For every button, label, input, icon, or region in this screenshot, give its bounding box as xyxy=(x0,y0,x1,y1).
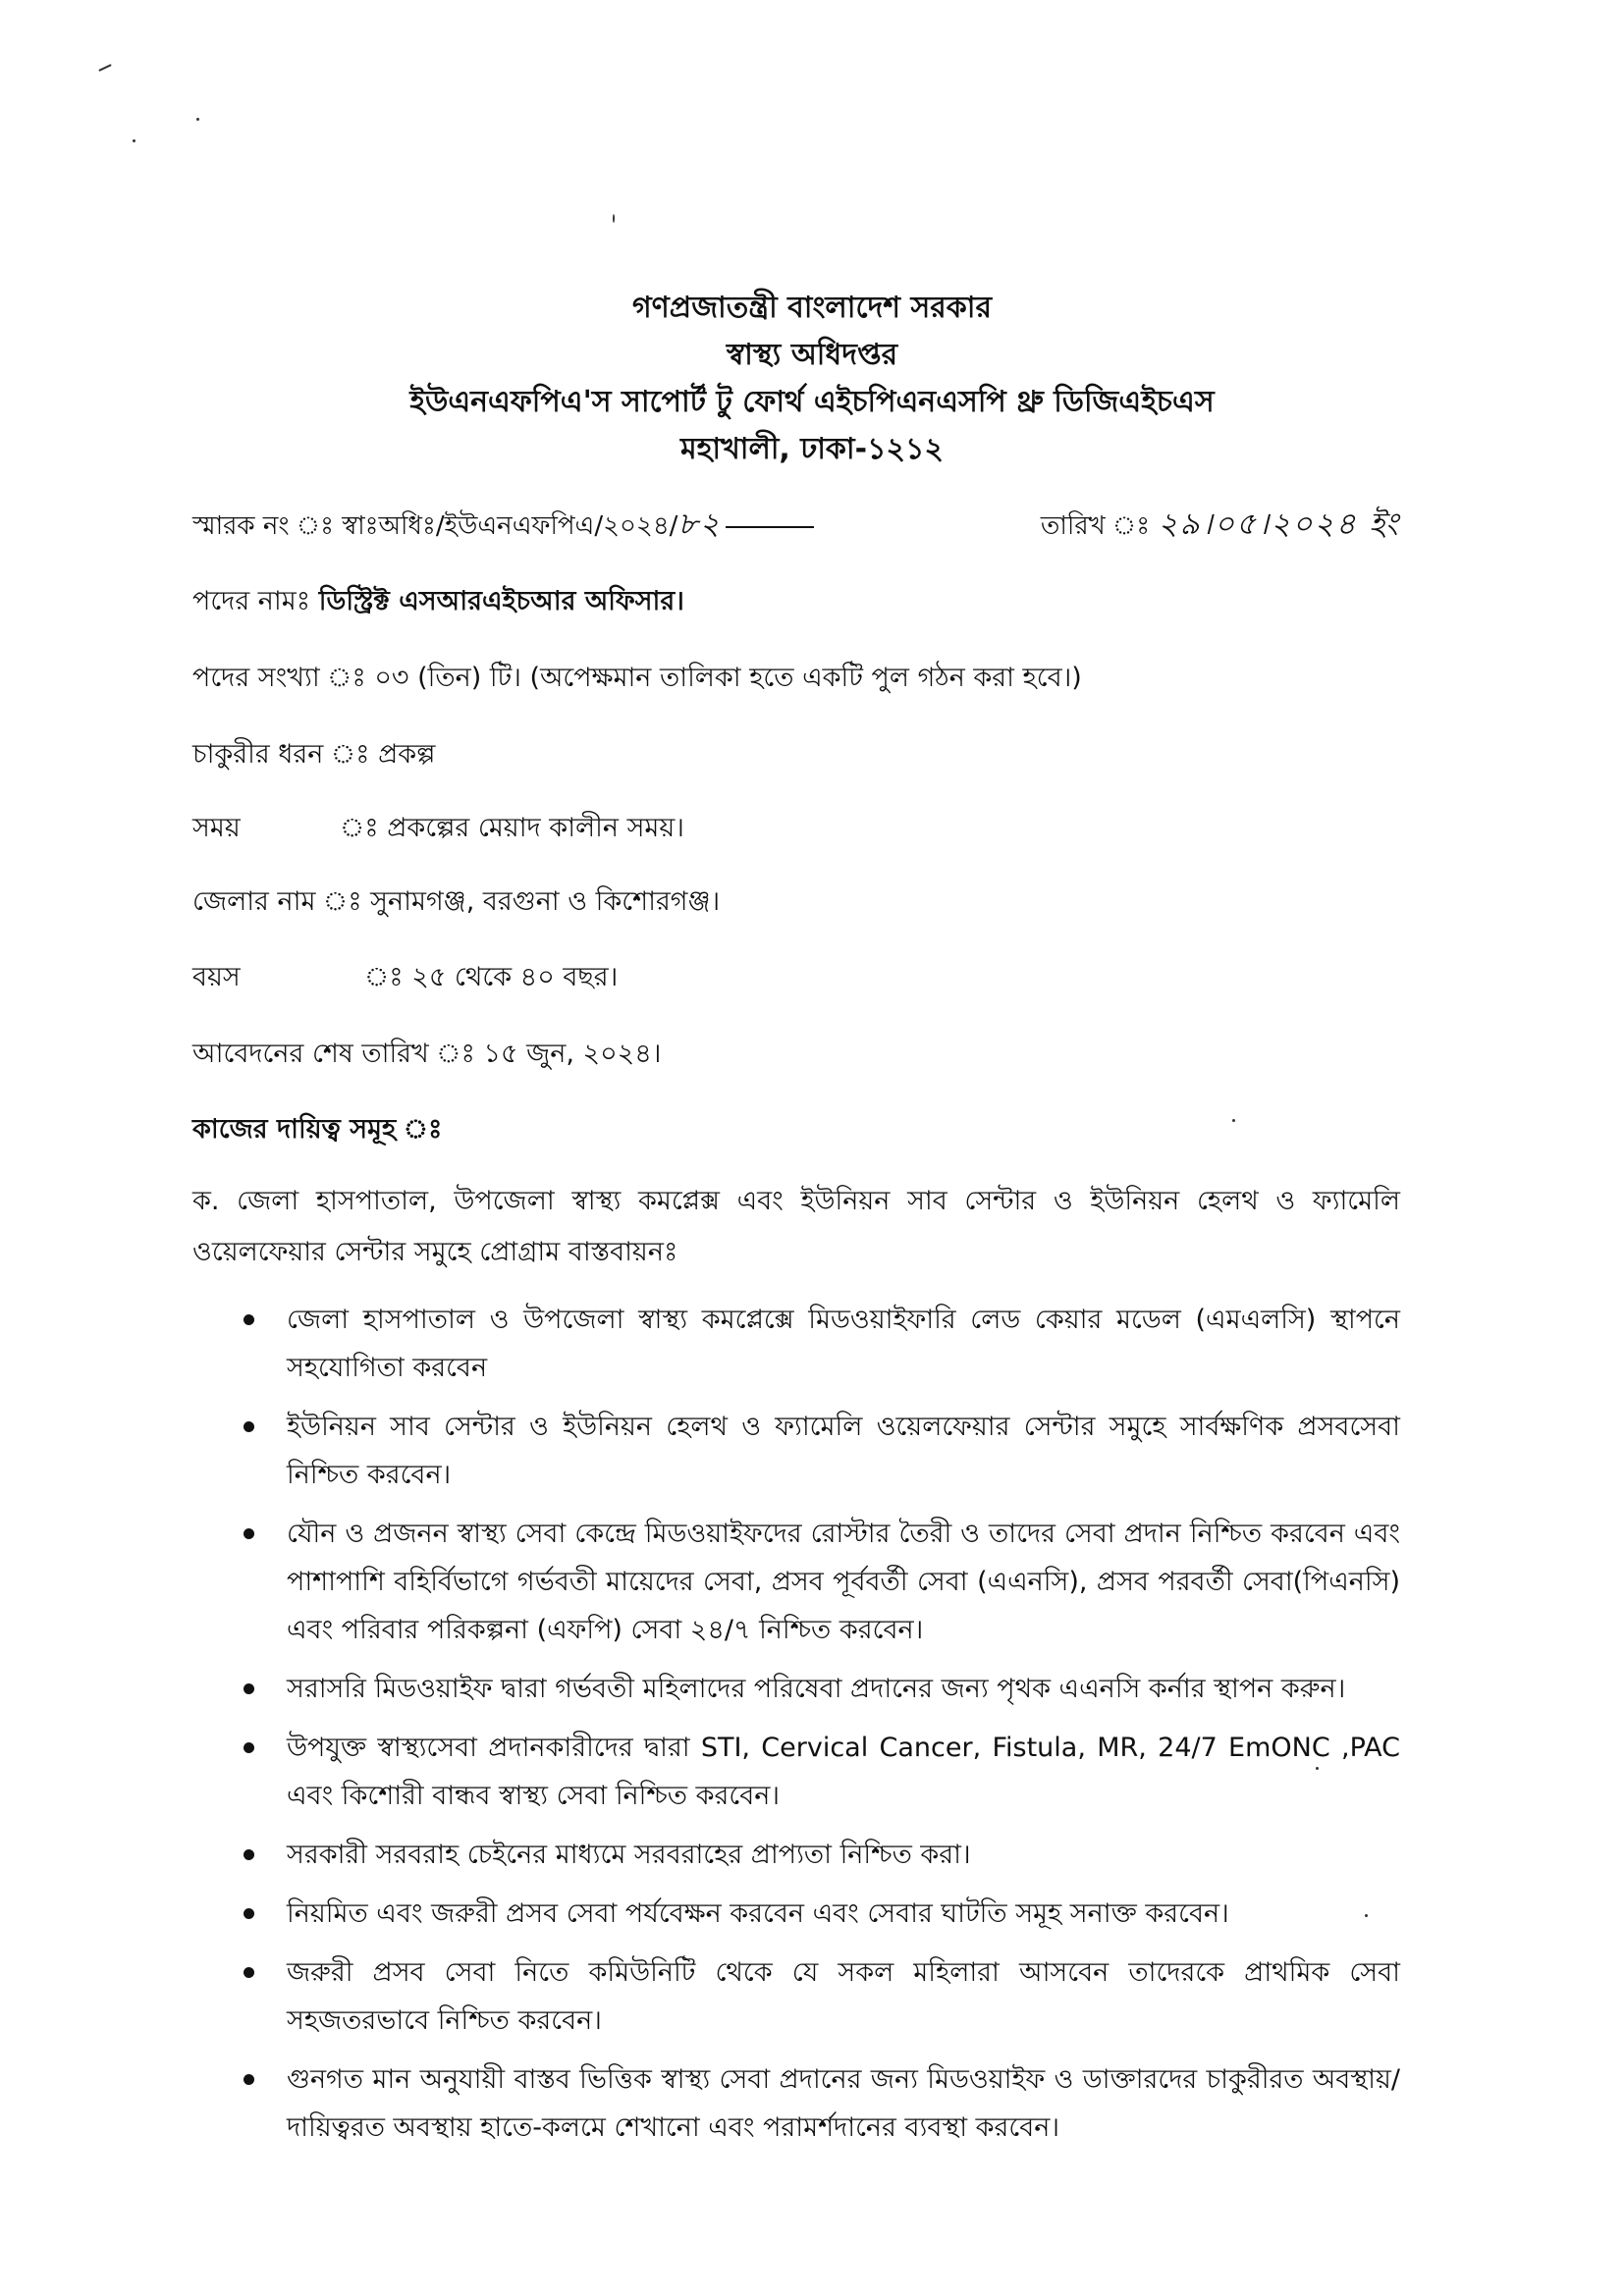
duration-label: সময় xyxy=(192,813,241,843)
bullet-icon xyxy=(244,2074,254,2085)
document-header xyxy=(0,285,1624,473)
bullet-icon xyxy=(244,1683,254,1694)
date-label: তারিখ ঃ xyxy=(1040,511,1151,541)
office-address: মহাখালী, ঢাকা-১২১২ xyxy=(679,432,945,466)
post-name-label: পদের নামঃ xyxy=(192,586,311,616)
memo-row xyxy=(192,501,1400,552)
list-item: ইউনিয়ন সাব সেন্টার ও ইউনিয়ন হেলথ ও ফ্যামেলি ওয়েলফেয়ার সেন্টার সমুহে সার্বক্ষণিক প্রসবসেবা নিশ্চিত করবেন। xyxy=(192,1403,1400,1499)
memo-underline xyxy=(726,526,814,528)
scan-speck xyxy=(133,139,135,142)
scan-speck xyxy=(613,214,615,223)
list-item: উপযুক্ত স্বাস্থ্যসেবা প্রদানকারীদের দ্বারা STI, Cervical Cancer, Fistula, MR, 24/7 EmONC ,PAC এবং কিশোরী বান্ধব স্বাস্থ্য সেবা নিশ্চিত করবেন। xyxy=(192,1724,1400,1820)
directorate-name: স্বাস্থ্য অধিদপ্তর xyxy=(726,338,898,372)
bullet-icon xyxy=(244,1528,254,1539)
memo-number-handwritten: ৮২ xyxy=(677,507,722,542)
bullet-icon xyxy=(244,1742,254,1753)
date-handwritten: ২৯।০৫।২০২৪ ইং xyxy=(1158,507,1400,542)
age-value: ঃ ২৫ থেকে ৪০ বছর। xyxy=(364,962,619,992)
list-item: সরকারী সরবরাহ চেইনের মাধ্যমে সরবরাহের প্রাপ্যতা নিশ্চিত করা। xyxy=(192,1831,1400,1879)
list-item: জেলা হাসপাতাল ও উপজেলা স্বাস্থ্য কমপ্লেক্সে মিডওয়াইফারি লেড কেয়ার মডেল (এমএলসি) স্থাপনে সহযোগিতা করবেন xyxy=(192,1296,1400,1392)
age-label: বয়স xyxy=(192,962,241,992)
district: জেলার নাম ঃ সুনামগঞ্জ, বরগুনা ও কিশোরগঞ্জ। xyxy=(192,886,721,917)
bullet-icon xyxy=(244,1908,254,1919)
post-name-value: ডিস্ট্রিক্ট এসআরএইচআর অফিসার। xyxy=(318,586,684,616)
duration-row xyxy=(192,808,684,852)
project-name: ইউএনএফপিএ'স সাপোর্ট টু ফোর্থ এইচপিএনএসপি থ্রু ডিজিএইচএস xyxy=(409,385,1215,419)
bullet-icon xyxy=(244,1967,254,1978)
list-item: নিয়মিত এবং জরুরী প্রসব সেবা পর্যবেক্ষন করবেন এবং সেবার ঘাটতি সমূহ সনাক্ত করবেন। xyxy=(192,1890,1400,1938)
scan-speck xyxy=(196,118,199,121)
govt-name: গণপ্রজাতন্ত্রী বাংলাদেশ সরকার xyxy=(632,291,992,325)
job-type: চাকুরীর ধরন ঃ প্রকল্প xyxy=(192,739,436,770)
post-name-row xyxy=(192,581,684,625)
scan-speck xyxy=(1232,1119,1235,1122)
list-item: যৌন ও প্রজনন স্বাস্থ্য সেবা কেন্দ্রে মিডওয়াইফদের রোস্টার তৈরী ও তাদের সেবা প্রদান নিশ্চিত করবেন এবং পাশাপাশি বহির্বিভাগে গর্ভবতী মায়েদের সেবা, প্রসব পূর্ববর্তী সেবা (এএনসি), প্রসব পরবর্তী সেবা(পিএনসি) এবং পরিবার পরিকল্পনা (এফপি) সেবা ২৪/৭ নিশ্চিত করবেন। xyxy=(192,1510,1400,1654)
bullet-icon xyxy=(244,1314,254,1325)
list-item: গুনগত মান অনুযায়ী বাস্তব ভিত্তিক স্বাস্থ্য সেবা প্রদানের জন্য মিডওয়াইফ ও ডাক্তারদের চাকুরীরত অবস্থায়/দায়িত্বরত অবস্থায় হাতে-কলমে শেখানো এবং পরামর্শদানের ব্যবস্থা করবেন। xyxy=(192,2056,1400,2152)
list-item: সরাসরি মিডওয়াইফ দ্বারা গর্ভবতী মহিলাদের পরিষেবা প্রদানের জন্য পৃথক এএনসি কর্নার স্থাপন করুন। xyxy=(192,1665,1400,1713)
bullet-icon xyxy=(244,1849,254,1860)
responsibilities-intro: ক. জেলা হাসপাতাল, উপজেলা স্বাস্থ্য কমপ্লেক্স এবং ইউনিয়ন সাব সেন্টার ও ইউনিয়ন হেলথ ও ফ্যামেলি ওয়েলফেয়ার সেন্টার সমুহে প্রোগ্রাম বাস্তবায়নঃ xyxy=(192,1186,1400,1267)
memo-date xyxy=(1041,501,1400,552)
duration-value: ঃ প্রকল্পের মেয়াদ কালীন সময়। xyxy=(340,813,684,843)
responsibilities-heading: কাজের দায়িত্ব সমূহ ঃ xyxy=(192,1114,443,1145)
age-row xyxy=(192,957,618,1001)
post-count: পদের সংখ্যা ঃ ০৩ (তিন) টি। (অপেক্ষমান তালিকা হতে একটি পুল গঠন করা হবে।) xyxy=(192,663,1082,693)
bullet-icon xyxy=(244,1421,254,1432)
responsibilities-list xyxy=(192,1296,1400,2163)
memo-label: স্মারক নং ঃ স্বাঃঅধিঃ/ইউএনএফপিএ/২০২৪/ xyxy=(192,511,678,541)
list-item: জরুরী প্রসব সেবা নিতে কমিউনিটি থেকে যে সকল মহিলারা আসবেন তাদেরকে প্রাথমিক সেবা সহজতরভাবে নিশ্চিত করবেন। xyxy=(192,1949,1400,2045)
scan-speck xyxy=(98,64,112,72)
deadline: আবেদনের শেষ তারিখ ঃ ১৫ জুন, ২০২৪। xyxy=(192,1039,662,1069)
